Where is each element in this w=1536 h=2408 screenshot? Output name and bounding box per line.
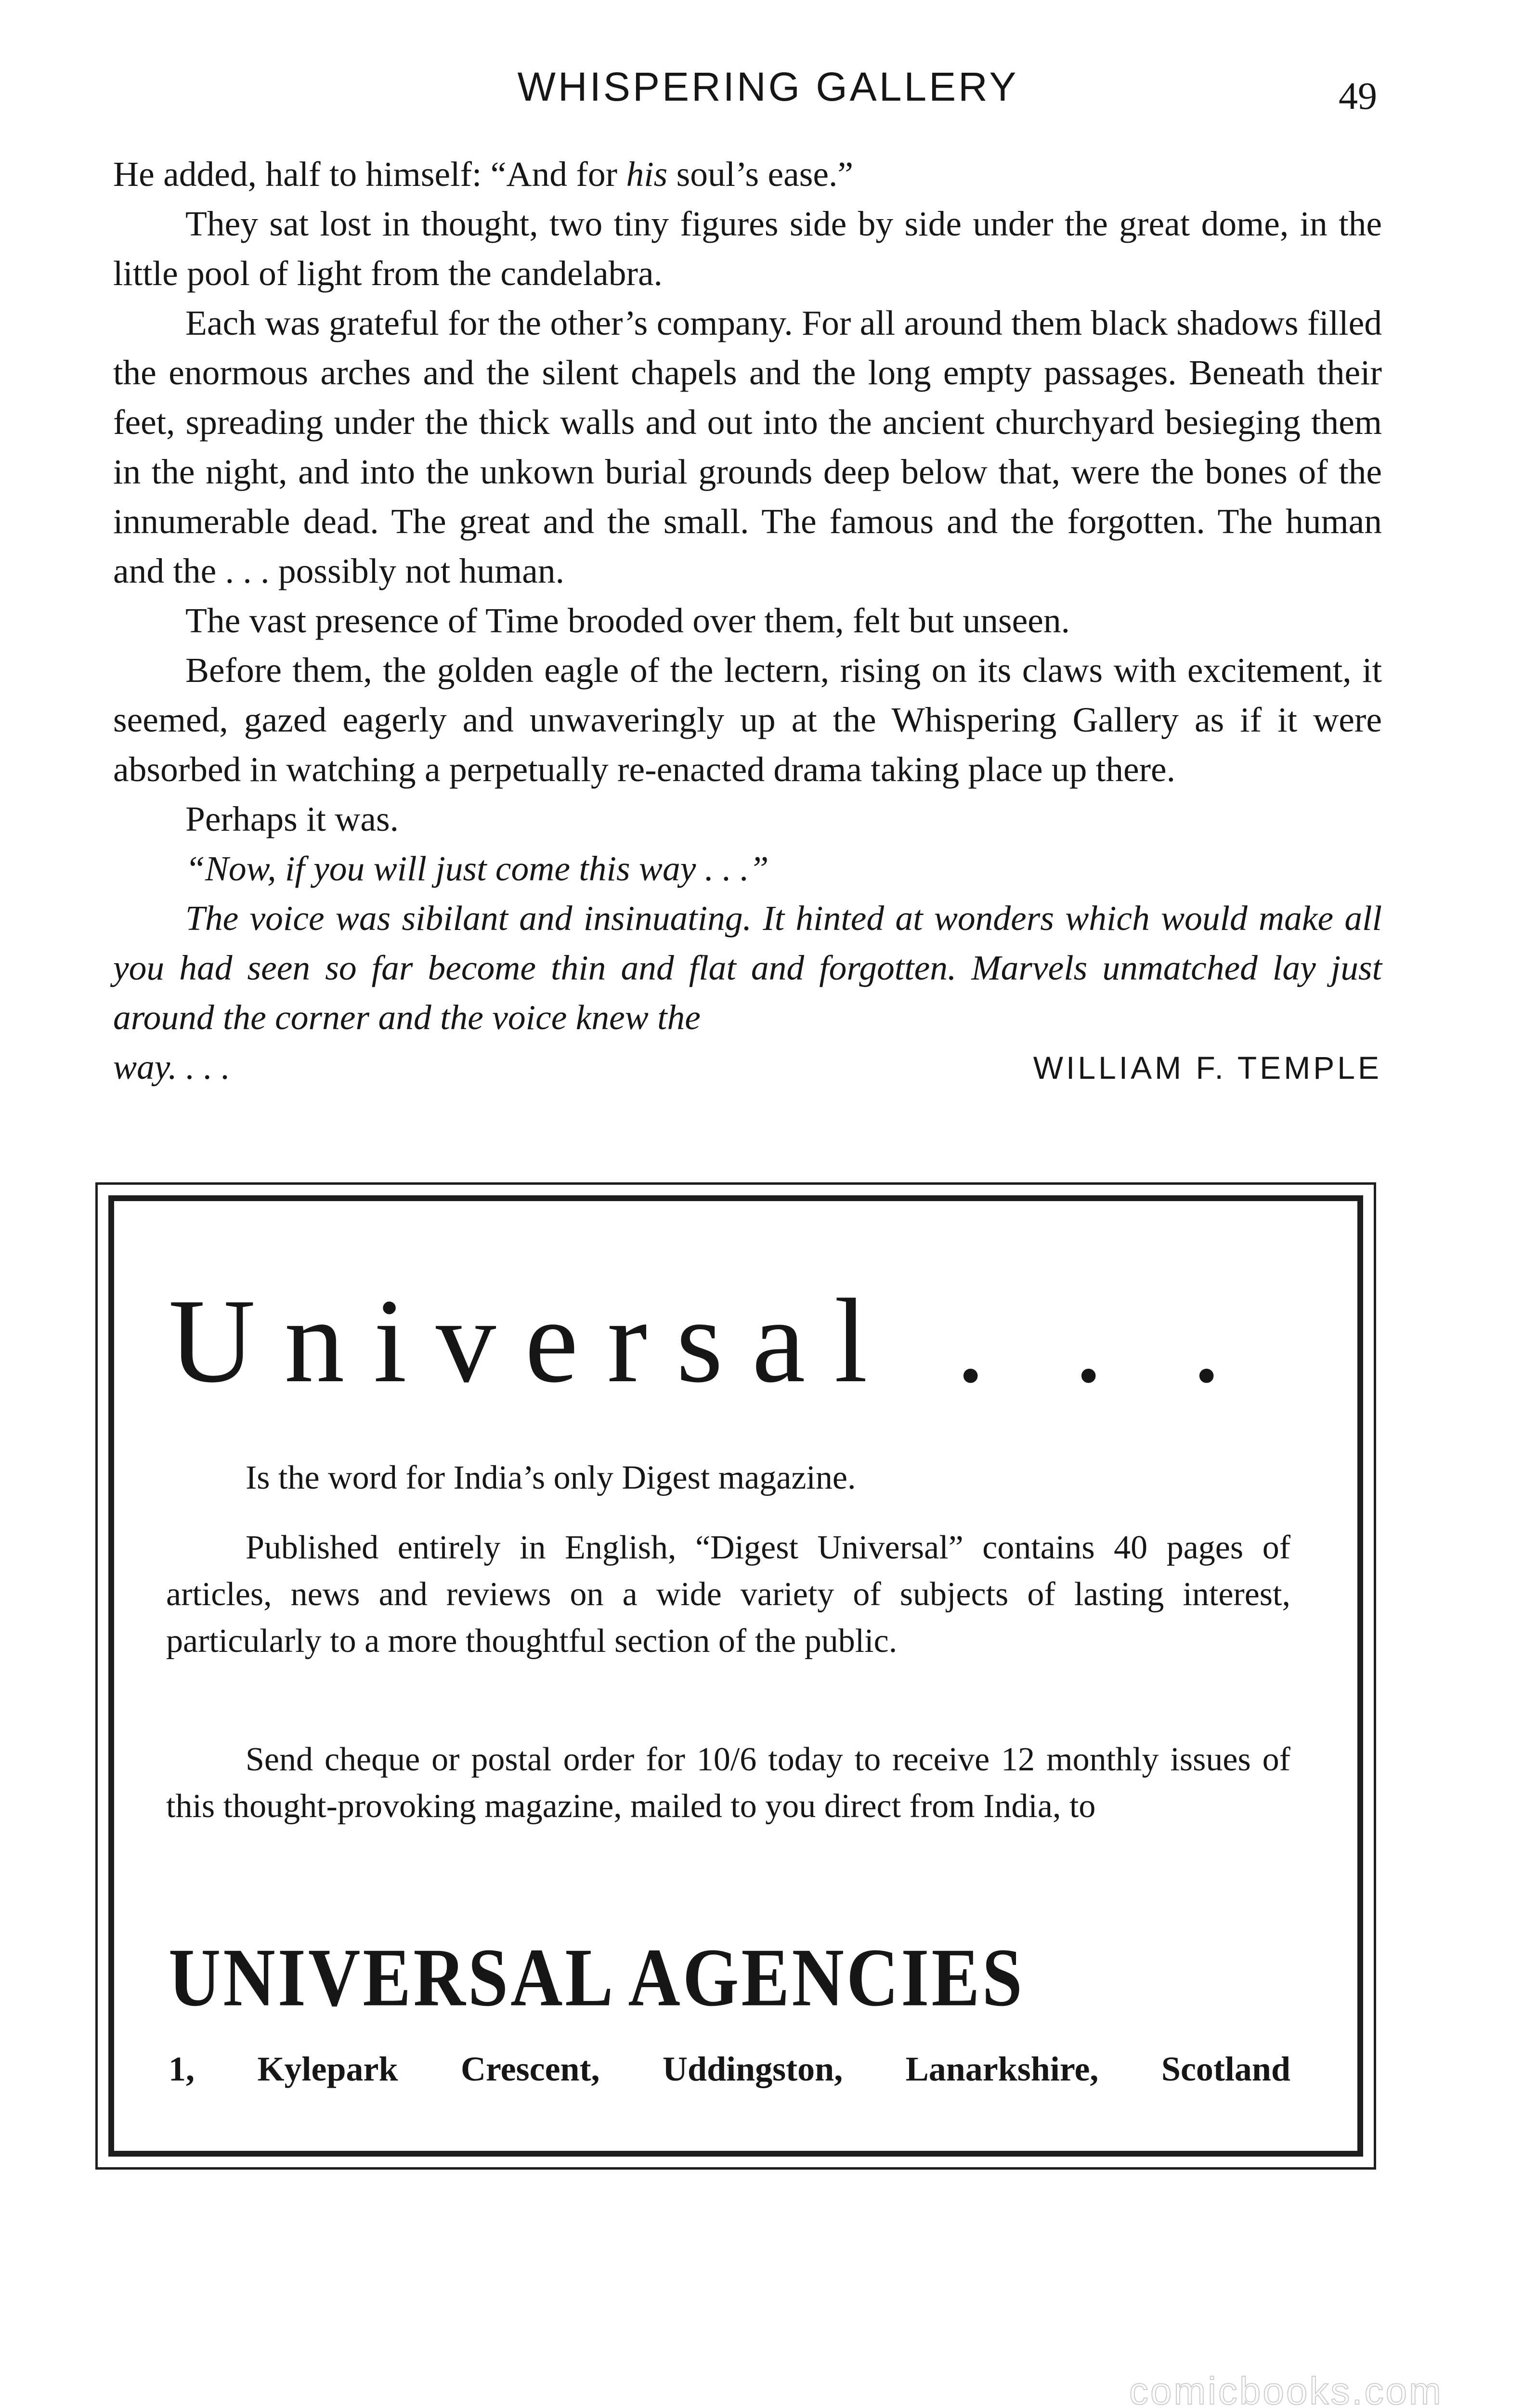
ad-paragraph: Is the word for India’s only Digest magazine. (246, 1459, 856, 1496)
story-paragraph: Each was grateful for the other’s company. For all around them black shadows filled the enormous arches and the silent chapels and the long empty passages. Beneath their feet, spreading under the thick walls and out into the ancient churchyard besieging them in the night, and into the unkown burial grounds deep below that, were the bones of the innumerable dead. The great and the small. The famous and the forgotten. The human and the . . . possibly not human. (113, 303, 1382, 590)
address-part: Kylepark (257, 2050, 398, 2088)
address-part: Uddingston, (663, 2050, 843, 2088)
ad-headline: Universal . . . (169, 1274, 1250, 1408)
narration-italic: The voice was sibilant and insinuating. It hinted at wonders which would make all you had seen so far become thin and flat and forgotten. Marvels unmatched lay just around the corner and the voice knew the (113, 899, 1382, 1037)
story-paragraph: He added, half to himself: “And for his soul’s ease.” (113, 155, 853, 194)
story-paragraph: Before them, the golden eagle of the lectern, rising on its claws with excitement, it seemed, gazed eagerly and unwaveringly up at the Whispering Gallery as if it were absorbed in watching a perpetually re-enacted drama taking place up there. (113, 651, 1382, 789)
ad-paragraph: Published entirely in English, “Digest Universal” contains 40 pages of articles, news and reviews on a wide variety of subjects of lasting interest, particularly to a more thoughtful section of the public. (166, 1529, 1290, 1660)
emphasis: his (626, 155, 668, 194)
story-paragraph: The vast presence of Time brooded over them, felt but unseen. (185, 601, 1070, 640)
page-number: 49 (1339, 75, 1377, 118)
author-byline: WILLIAM F. TEMPLE (1033, 1050, 1382, 1086)
story-paragraph (113, 893, 1382, 1042)
address-part: Lanarkshire, (905, 2050, 1099, 2088)
watermark: comicbooks.com (1129, 2369, 1443, 2408)
story-paragraph: They sat lost in thought, two tiny figures side by side under the great dome, in the little pool of light from the candelabra. (113, 204, 1382, 293)
address-part: Crescent, (460, 2050, 600, 2088)
ad-paragraph: Send cheque or postal order for 10/6 today to receive 12 monthly issues of this thought-provoking magazine, mailed to you direct from India, to (166, 1741, 1290, 1825)
running-header-title: WHISPERING GALLERY (517, 64, 1019, 109)
address-part: Scotland (1161, 2050, 1290, 2088)
story-text (113, 149, 1382, 1093)
ad-company-name: UNIVERSAL AGENCIES (169, 1931, 1025, 2024)
address-part: 1, (169, 2050, 195, 2088)
dialogue-italic: “Now, if you will just come this way . . .” (185, 849, 769, 888)
story-ending-line (113, 1042, 1382, 1093)
story-paragraph: Perhaps it was. (185, 799, 399, 838)
story-paragraph (113, 844, 1382, 893)
story-last-word: way. . . . (113, 1047, 230, 1086)
ad-address (169, 2052, 1290, 2086)
